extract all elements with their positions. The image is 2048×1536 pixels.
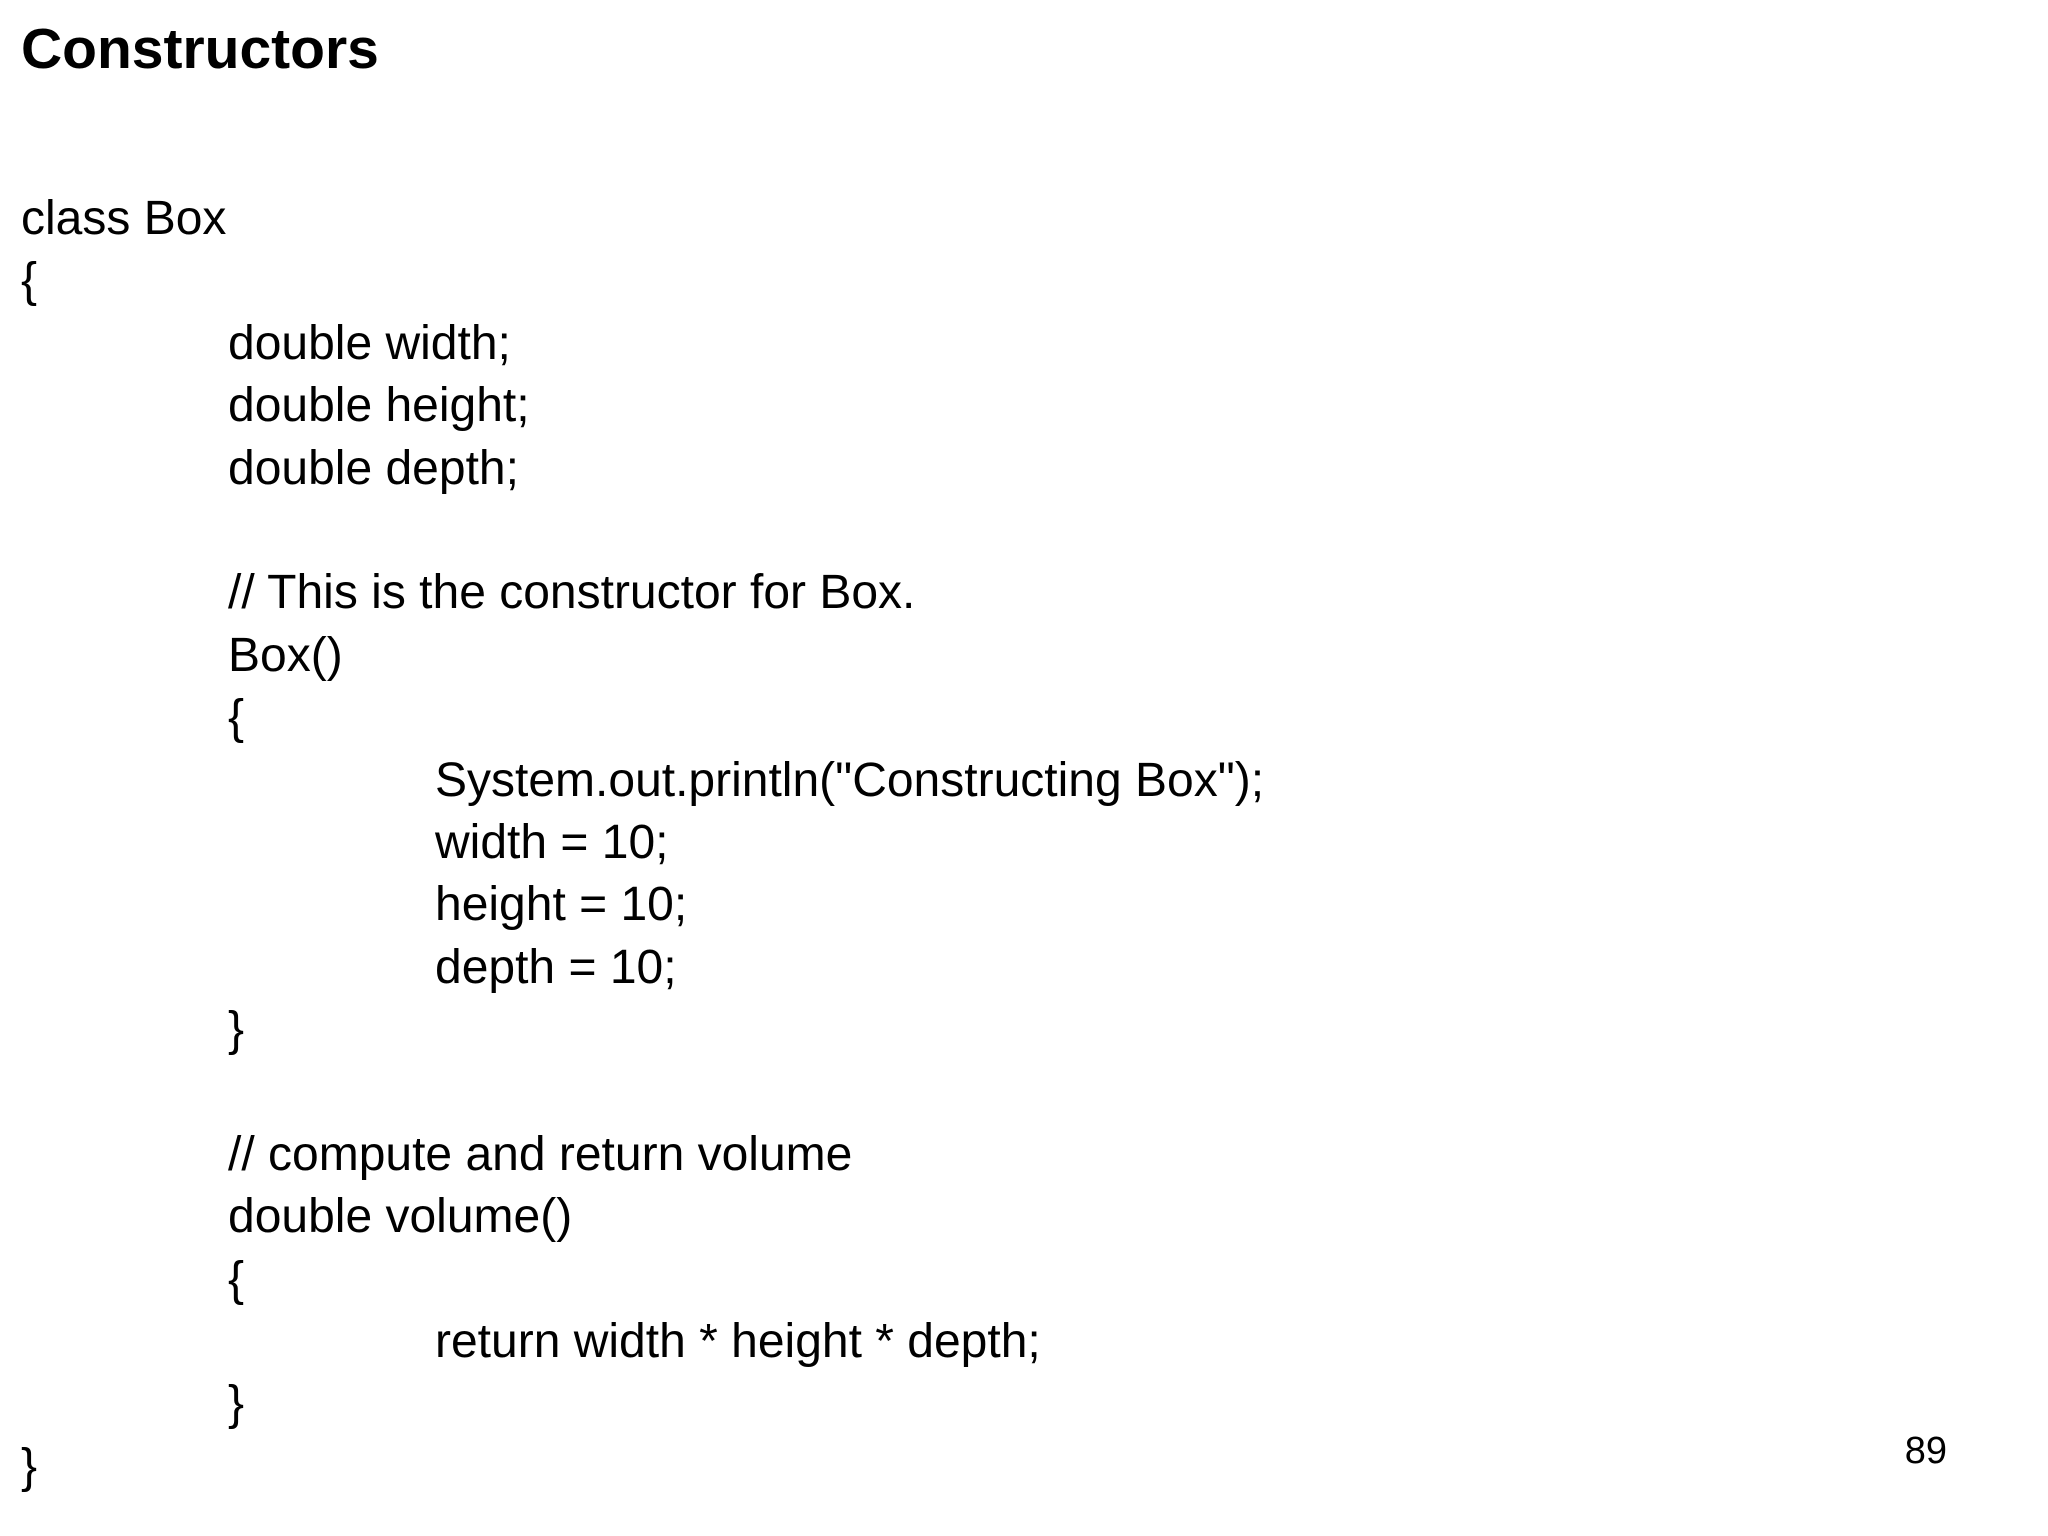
code-line: } [228,1377,245,1431]
page-number: 89 [1904,1430,1947,1472]
code-line: double height; [228,379,530,433]
code-comment: // This is the constructor for Box. [228,566,916,620]
code-comment: // compute and return volume [228,1127,853,1181]
code-line: System.out.println("Constructing Box"); [435,753,1265,807]
code-line: double volume() [228,1190,573,1244]
code-line: } [228,1003,245,1057]
code-blank-line [21,500,1921,562]
code-blank-line [21,1061,1921,1123]
slide-title: Constructors [21,17,379,81]
code-line: class Box [21,192,227,245]
code-line: double width; [228,316,511,370]
code-line: depth = 10; [435,940,677,994]
code-line: { [21,254,38,308]
code-line: height = 10; [435,878,688,932]
code-listing [21,188,1921,1498]
code-line: return width * height * depth; [435,1315,1041,1369]
code-line: double depth; [228,441,519,495]
code-line: { [228,691,245,745]
code-line: } [21,1439,38,1493]
code-line: Box() [228,628,343,682]
code-line: width = 10; [435,815,669,869]
code-line: { [228,1252,245,1306]
